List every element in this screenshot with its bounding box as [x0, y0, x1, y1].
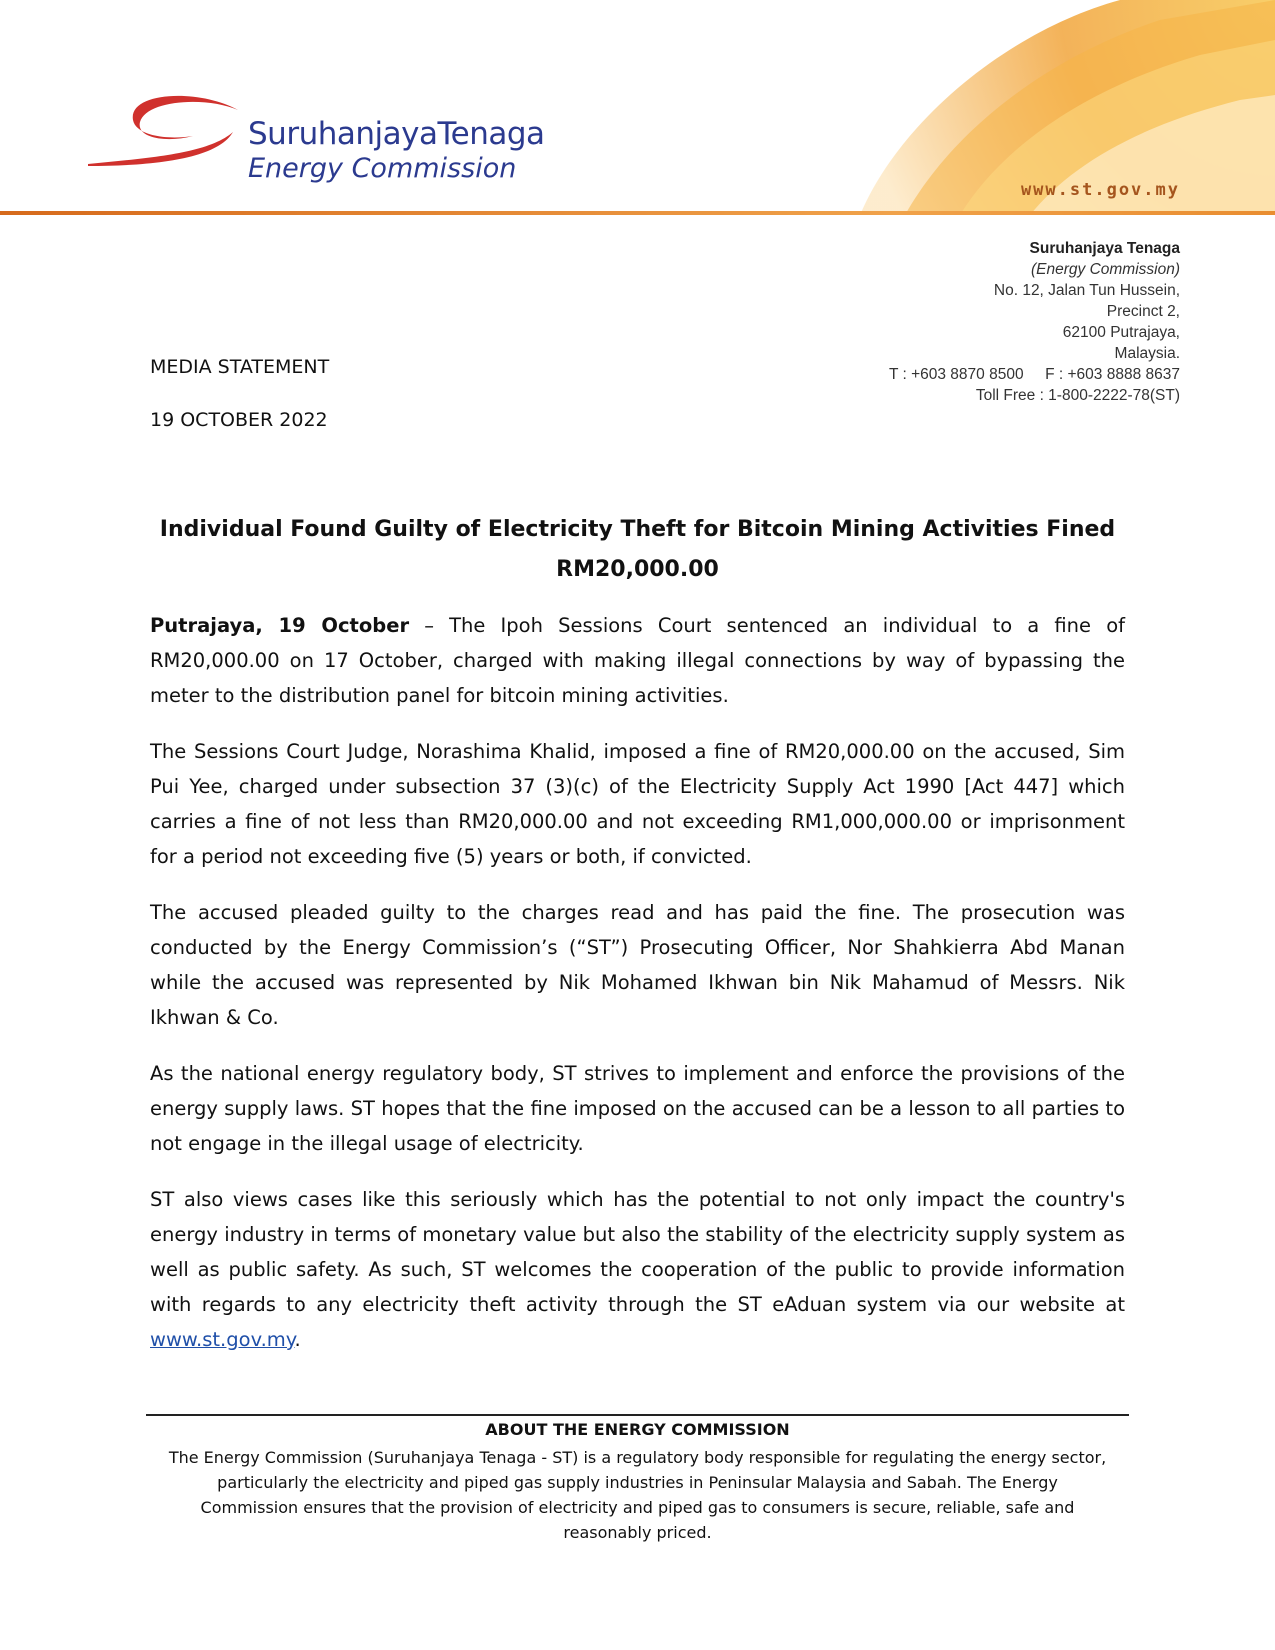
energy-commission-logo	[88, 88, 568, 188]
paragraph-2: The Sessions Court Judge, Norashima Khalid, imposed a fine of RM20,000.00 on the accused, Sim Pui Yee, charged under subsection 37 (3)(c) of the Electricity Supply Act 1990 [Act 447] which carries a fine of not less than RM20,000.00 and not exceeding RM1,000,000.00 or imprisonment for a period not exceeding five (5) years or both, if convicted.	[150, 740, 1125, 868]
letterhead	[0, 0, 1275, 225]
address-org-english: (Energy Commission)	[1030, 261, 1180, 278]
address-phone: T : +603 8870 8500 F : +603 8888 8637	[888, 366, 1180, 383]
paragraph-1-text: – The Ipoh Sessions Court sentenced an individual to a fine of RM20,000.00 on 17 October, charged with making illegal connections by way of bypassing the meter to the distribution panel for bitcoin mining activities.	[150, 614, 1125, 707]
headline: Individual Found Guilty of Electricity Theft for Bitcoin Mining Activities Fined RM20,000.00	[159, 517, 1116, 582]
paragraph-3: The accused pleaded guilty to the charges read and has paid the fine. The prosecution was conducted by the Energy Commission’s (“ST”) Prosecuting Officer, Nor Shahkierra Abd Manan while the accused was represented by Nik Mohamed Ikhwan bin Nik Mahamud of Messrs. Nik Ikhwan & Co.	[150, 901, 1125, 1029]
paragraph-5-end: .	[294, 1328, 301, 1351]
website-link[interactable]: www.st.gov.my	[150, 1328, 295, 1351]
brand-name-malay: SuruhanjayaTenaga	[248, 116, 545, 152]
header-website[interactable]: www.st.gov.my	[1020, 180, 1180, 200]
footer-title: ABOUT THE ENERGY COMMISSION	[485, 1420, 790, 1439]
header-divider	[0, 211, 1275, 215]
address-line: 62100 Putrajaya,	[1062, 324, 1180, 341]
paragraph-1	[150, 608, 1125, 713]
address-org: Suruhanjaya Tenaga	[1029, 240, 1180, 257]
paragraph-4: As the national energy regulatory body, ST strives to implement and enforce the provisions of the energy supply laws. ST hopes that the fine imposed on the accused can be a lesson to all parties to not engage in the illegal usage of electricity.	[150, 1062, 1125, 1155]
address-block	[889, 238, 1180, 406]
dateline: Putrajaya, 19 October	[150, 614, 410, 637]
article-body	[150, 608, 1125, 1378]
logo-swoosh-icon	[88, 88, 248, 178]
address-line: Malaysia.	[1114, 345, 1180, 362]
statement-label: MEDIA STATEMENT	[150, 356, 330, 378]
address-line: No. 12, Jalan Tun Hussein,	[993, 282, 1180, 299]
footer-text: The Energy Commission (Suruhanjaya Tenaga - ST) is a regulatory body responsible for regulating the energy sector, particularly the electricity and piped gas supply industries in Peninsular Malaysia and Sabah. The Energy Commission ensures that the provision of electricity and piped gas to consumers is secure, reliable, safe and reasonably priced.	[168, 1448, 1107, 1542]
footer-divider	[146, 1414, 1129, 1416]
address-line: Precinct 2,	[1106, 303, 1180, 320]
brand-name-english: Energy Commission	[248, 153, 517, 184]
statement-date: 19 OCTOBER 2022	[150, 409, 328, 431]
paragraph-5-text: ST also views cases like this seriously which has the potential to not only impact the country's energy industry in terms of monetary value but also the stability of the electricity supply system as well as public safety. As such, ST welcomes the cooperation of the public to provide information with regards to any electricity theft activity through the ST eAduan system via our website at	[150, 1188, 1125, 1316]
paragraph-5	[150, 1182, 1125, 1357]
address-tollfree: Toll Free : 1-800-2222-78(ST)	[975, 387, 1180, 404]
